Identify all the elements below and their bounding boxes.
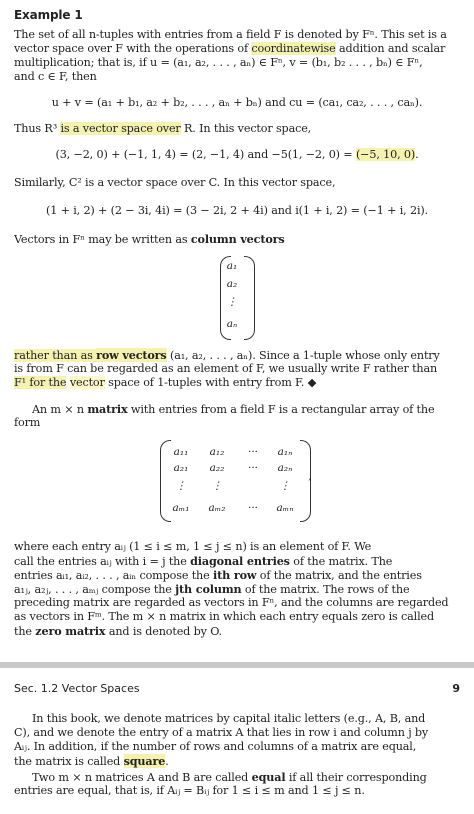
text-span: An m × n	[32, 403, 88, 416]
text-line	[32, 402, 474, 417]
text-line	[14, 568, 462, 583]
matrix-entry: a₂₁	[173, 462, 189, 474]
bold-term: ith row	[212, 568, 257, 582]
text-span: Two m × n matrices A and B are called	[32, 771, 252, 784]
highlight: coordinatewise	[251, 42, 336, 55]
highlight: (−5, 10, 0)	[355, 148, 416, 161]
matrix-entry: a₂₂	[209, 462, 225, 474]
bold-term: jth column	[175, 582, 242, 596]
matrix-entry: a₁ₙ	[277, 446, 293, 458]
equation-r3	[14, 148, 460, 162]
bold-term: diagonal entries	[190, 554, 290, 568]
text-span: .	[165, 755, 169, 768]
text-line: and c ∈ F, then	[14, 70, 97, 83]
text-line	[14, 122, 462, 136]
text-span: space of 1-tuples with entry from F. ◆	[104, 376, 317, 389]
text-span: (3, −2, 0) + (−1, 1, 4) = (2, −1, 4) and −5(1, −2, 0) =	[55, 148, 356, 161]
bold-term: square	[123, 754, 166, 768]
matrix-entry: ···	[247, 502, 258, 514]
matrix-entry: ⋮	[175, 480, 187, 492]
text-span: R. In this vector space,	[180, 122, 312, 135]
matrix-entry: aₘ₁	[172, 502, 190, 514]
text-span: call the entries aᵢⱼ with i = j the	[14, 555, 191, 568]
highlight: vector	[69, 376, 105, 389]
matrix-entry: a₁₁	[173, 446, 189, 458]
text-span: Thus R³	[14, 122, 61, 135]
text-span: the	[14, 625, 36, 638]
text-line: In this book, we denote matrices by capital italic letters (e.g., A, B, and	[32, 712, 426, 725]
text-line	[14, 582, 462, 597]
text-line: multiplication; that is, if u = (a₁, a₂, . . . , aₙ) ∈ Fⁿ, v = (b₁, b₂ . . . , bₙ) ∈ Fⁿ,	[14, 56, 423, 69]
text-line	[32, 770, 474, 785]
text-line	[14, 348, 462, 363]
text-span: Vectors in Fⁿ may be written as	[14, 233, 191, 246]
matrix-entry: aₘₙ	[276, 502, 294, 514]
section-header: Sec. 1.2 Vector Spaces	[14, 682, 140, 695]
text-line	[14, 754, 462, 769]
highlight: is a vector space over	[60, 122, 181, 135]
vector-entry: a₂	[226, 278, 238, 290]
text-span: entries aᵢ₁, aᵢ₂, . . . , aᵢₙ compose the	[14, 569, 213, 582]
text-span: with entries from a field F is a rectangular array of the	[127, 403, 435, 416]
text-span: of the matrix. The rows of the	[241, 583, 410, 596]
matrix-entry: ···	[247, 462, 258, 474]
text-span: addition and scalar	[335, 42, 446, 55]
text-line	[14, 376, 462, 390]
text-line	[14, 42, 462, 56]
matrix-comma: ,	[308, 470, 312, 482]
text-span: of the matrix, and the entries	[256, 569, 422, 582]
text-line: Aᵢⱼ. In addition, if the number of rows and columns of a matrix are equal,	[14, 740, 417, 753]
bold-term: equal	[251, 770, 286, 784]
matrix-entry: ⋮	[211, 480, 223, 492]
bold-term: row vectors	[96, 348, 167, 362]
text-span: the matrix is called	[14, 755, 124, 768]
text-span: if all their corresponding	[285, 771, 427, 784]
text-span: vector space over F with the operations of	[14, 42, 252, 55]
highlight: F¹ for the	[14, 376, 67, 389]
text-line	[14, 232, 462, 247]
text-line	[14, 554, 462, 569]
equation-addition: u + v = (a₁ + b₁, a₂ + b₂, . . . , aₙ + bₙ) and cu = (ca₁, ca₂, . . . , caₙ).	[51, 96, 423, 109]
equation-c2: (1 + i, 2) + (2 − 3i, 4i) = (3 − 2i, 2 + 4i) and i(1 + i, 2) = (−1 + i, 2i).	[46, 204, 428, 217]
vector-entry: ⋮	[226, 296, 238, 308]
text-line: is from F can be regarded as an element of F, we usually write F rather than	[14, 362, 438, 375]
vector-entry: aₙ	[226, 318, 238, 330]
matrix-entry: ···	[247, 446, 258, 458]
highlight: rather than as	[14, 349, 97, 362]
text-line: preceding matrix are regarded as vectors in Fⁿ, and the columns are regarded	[14, 596, 449, 609]
matrix-entry: a₂ₙ	[277, 462, 293, 474]
bold-term: column vectors	[190, 232, 285, 246]
matrix-entry: aₘ₂	[208, 502, 226, 514]
text-span: a₁ⱼ, a₂ⱼ, . . . , aₘⱼ compose the	[14, 583, 176, 596]
text-line: C), and we denote the entry of a matrix A that lies in row i and column j by	[14, 726, 429, 739]
vector-entry: a₁	[226, 260, 238, 272]
page-number: 9	[452, 682, 460, 695]
text-span: (a₁, a₂, . . . , aₙ). Since a 1-tuple whose only entry	[166, 349, 440, 362]
bold-term: matrix	[87, 402, 128, 416]
text-line: entries are equal, that is, if Aᵢⱼ = Bᵢⱼ for 1 ≤ i ≤ m and 1 ≤ j ≤ n.	[14, 784, 365, 797]
text-line: as vectors in Fᵐ. The m × n matrix in which each entry equals zero is called	[14, 610, 435, 623]
bold-term: zero matrix	[35, 624, 106, 638]
text-line: where each entry aᵢⱼ (1 ≤ i ≤ m, 1 ≤ j ≤ n) is an element of F. We	[14, 540, 372, 553]
text-line: The set of all n-tuples with entries from a field F is denoted by Fⁿ. This set is a	[14, 28, 447, 41]
text-span: .	[415, 148, 419, 161]
matrix-entry: ⋮	[279, 480, 291, 492]
text-line	[14, 624, 462, 639]
text-span: of the matrix. The	[289, 555, 393, 568]
matrix-entry: a₁₂	[209, 446, 225, 458]
text-line: Similarly, C² is a vector space over C. In this vector space,	[14, 176, 336, 189]
example-title: Example 1	[14, 8, 83, 22]
text-line: form	[14, 416, 41, 429]
lower-page-excerpt	[0, 668, 474, 814]
text-span: and is denoted by O.	[105, 625, 222, 638]
